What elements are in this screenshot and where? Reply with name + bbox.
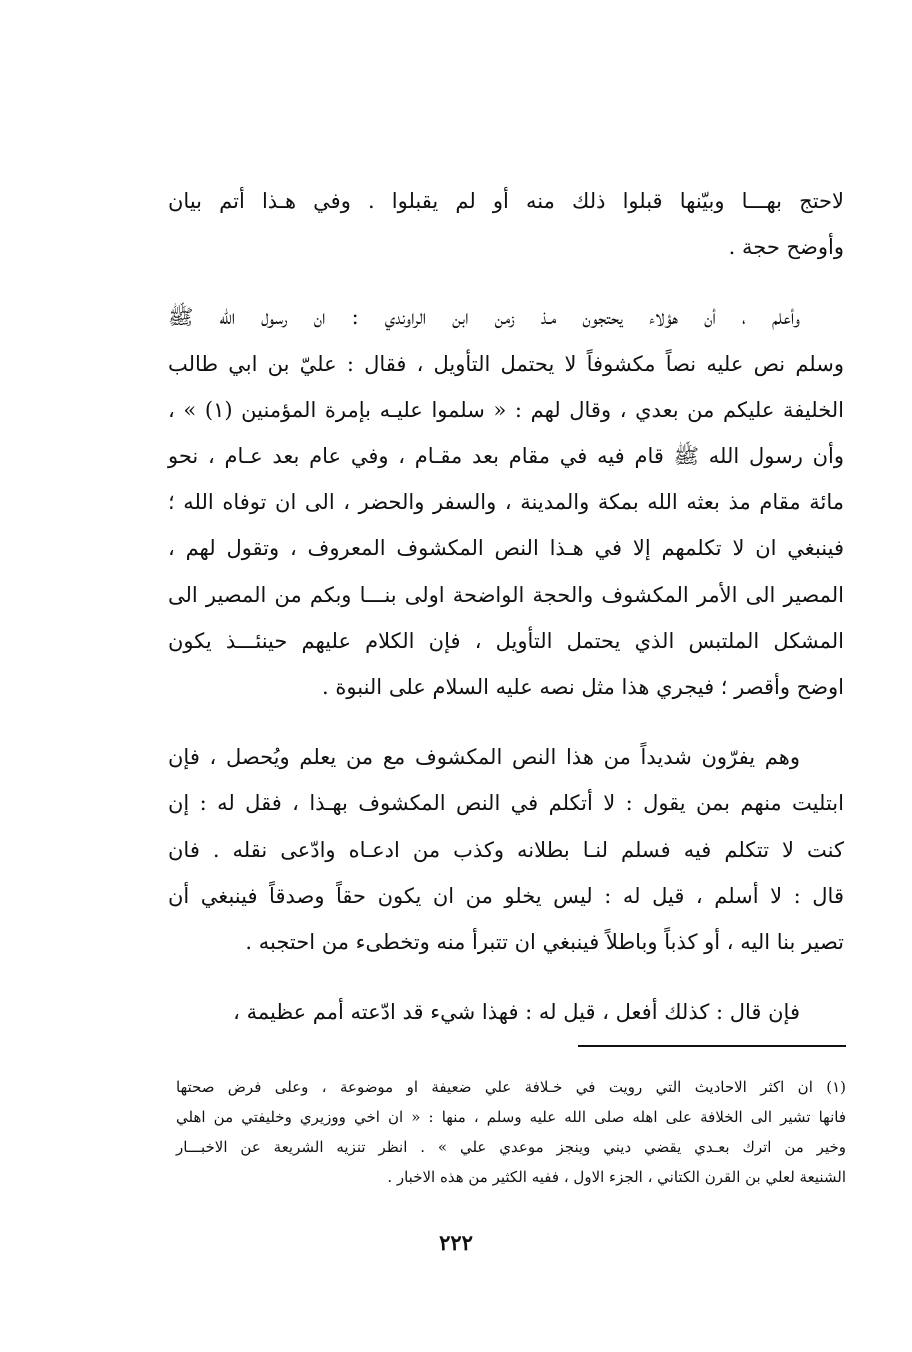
text-line: المصير الى الأمر المكشوف والحجة الواضحة اولى بنـــا وبكم من المصير الى	[168, 582, 844, 607]
text-line: مائة مقام مذ بعثه الله بمكة والمدينة ، والسفر والحضر ، الى ان توفاه الله ؛	[168, 490, 844, 515]
paragraph-1	[168, 178, 844, 270]
text-line: اوضح وأقصر ؛ فيجري هذا مثل نصه عليه السلام على النبوة .	[322, 675, 844, 700]
text-line: وأعلم ، أن هؤلاء يحتجون مـذ زمن ابن الراوندي : ان رسول الله ﷺ	[168, 305, 800, 330]
footnote-line: الشنيعة لعلي بن القرن الكتاني ، الجزء الاول ، ففيه الكثير من هذه الاخبار .	[387, 1168, 846, 1186]
text-line: فينبغي ان لا تكلمهم إلا في هـذا النص المكشوف المعروف ، وتقول لهم ،	[168, 536, 844, 561]
text-line: تصير بنا اليه ، أو كذباً وباطلاً فينبغي ان تتبرأ منه وتخطىء من احتجبه .	[245, 930, 844, 955]
text-line: ابتليت منهم بمن يقول : لا أتكلم في النص المكشوف بهـذا ، فقل له : إن	[168, 791, 844, 816]
paragraph-4	[168, 989, 844, 1035]
text-line: وسلم نص عليه نصاً مكشوفاً لا يحتمل التأويل ، فقال : عليّ بن ابي طالب	[168, 351, 844, 376]
text-line: لاحتج بهـــا وبيّنها قبلوا ذلك منه أو لم يقبلوا . وفي هـذا أتم بيان	[168, 189, 844, 213]
paragraph-3	[168, 734, 844, 965]
text-line: وأن رسول الله ﷺ قام فيه في مقام بعد مقـام ، وفي عام بعد عـام ، نحو	[168, 444, 844, 469]
text-line: قال : لا أسلم ، قيل له : ليس يخلو من ان يكون حقاً وصدقاً فينبغي أن	[168, 883, 844, 908]
footnote	[176, 1072, 846, 1192]
text-line: المشكل الملتبس الذي يحتمل التأويل ، فإن الكلام عليهم حينئـــذ يكون	[168, 628, 844, 653]
footnote-line: وخير من اترك بعـدي يقضي ديني وينجز موعدي علي » . انظر تنزيه الشريعة عن الاخبـــار	[176, 1138, 846, 1156]
page-number: ٢٢٢	[439, 1230, 473, 1255]
footnote-divider	[578, 1045, 846, 1047]
main-text	[168, 178, 844, 1035]
text-line: فإن قال : كذلك أفعل ، قيل له : فهذا شيء قد ادّعته أمم عظيمة ،	[233, 1000, 800, 1025]
text-line: الخليفة عليكم من بعدي ، وقال لهم : « سلموا عليـه بإمرة المؤمنين (١) » ،	[168, 397, 844, 422]
footnote-line: (١) ان اكثر الاحاديث التي رويت في خـلافة علي ضعيفة او موضوعة ، وعلى فرض صحتها	[176, 1078, 846, 1096]
text-line: كنت لا تتكلم فيه فسلم لنـا بطلانه وكذب من ادعـاه وادّعى نقله . فان	[168, 837, 844, 862]
text-line: وأوضح حجة .	[728, 235, 844, 260]
text-line: وهم يفرّون شديداً من هذا النص المكشوف مع من يعلم ويُحصل ، فإن	[168, 745, 800, 770]
paragraph-2	[168, 294, 844, 710]
footnote-line: فانها تشير الى الخلافة على اهله صلى الله عليه وسلم ، منها : « ان اخي ووزيري وخليفتي من اهلي	[176, 1108, 846, 1126]
